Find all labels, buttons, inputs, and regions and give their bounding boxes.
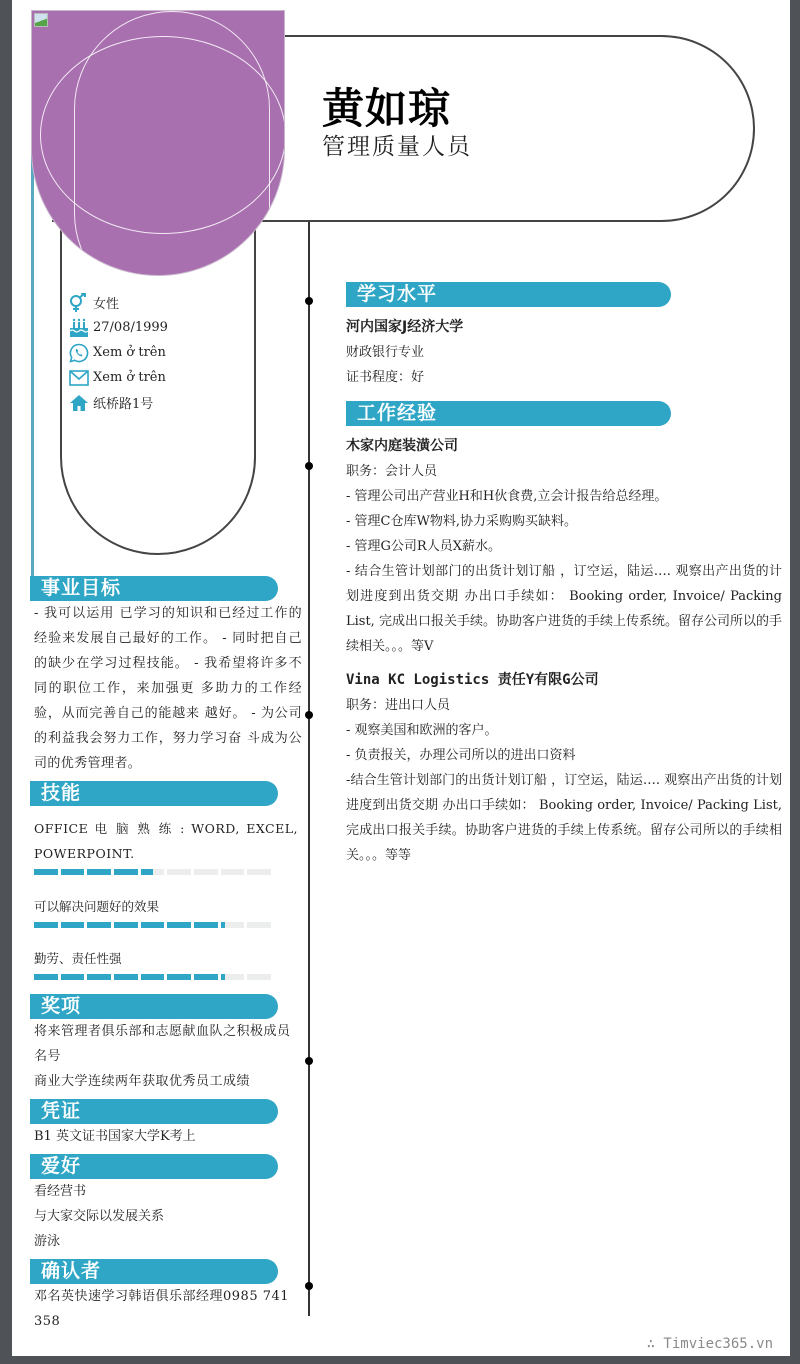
education-grade: 证书程度：好 bbox=[346, 370, 425, 385]
timeline-line bbox=[308, 222, 310, 1316]
hobbies-list bbox=[34, 1179, 302, 1254]
skills-list bbox=[34, 816, 302, 980]
address-value: 纸桥路1号 bbox=[93, 397, 154, 412]
school-name: 河内国家J经济大学 bbox=[346, 319, 464, 335]
certificates-list bbox=[34, 1124, 302, 1149]
skill-label: 勤劳、责任性强 bbox=[34, 951, 122, 966]
job-duty: -结合生管计划部门的出货计划订船 ，订空运，陆运…. 观察出产出货的计划进度到出货交期 办出口手续如： Booking order, Invoice/ Packing List, 完成出口报关手续。协助客户进货的手续上传系统。留存公司所以的手续相关。。。等等 bbox=[346, 773, 782, 863]
skill-bar-segment bbox=[247, 869, 271, 875]
company-name: Vina KC Logistics 责任Y有限G公司 bbox=[346, 672, 599, 688]
section-header-skills: 技能 bbox=[30, 781, 278, 806]
skill-label: OFFICE 电 脑 熟 练 : WORD, EXCEL, POWERPOINT. bbox=[34, 821, 298, 861]
skill-bar-segment bbox=[221, 869, 245, 875]
contact-address bbox=[69, 390, 249, 415]
skill-bar-segment bbox=[114, 869, 138, 875]
skill-bar-segment bbox=[141, 869, 165, 875]
experience-job bbox=[346, 668, 782, 868]
section-header-hobbies: 爱好 bbox=[30, 1154, 278, 1179]
skill-level-bar bbox=[34, 974, 271, 980]
hobby-item: 游泳 bbox=[34, 1234, 61, 1249]
job-duty: - 结合生管计划部门的出货计划订船 ，订空运，陆运…. 观察出产出货的计划进度到出货交期 办出口手续如： Booking order, Invoice/ Packing List, 完成出口报关手续。协助客户进货的手续上传系统。留存公司所以的手续相关。。。等V bbox=[346, 564, 782, 654]
skill-bar-segment bbox=[167, 922, 191, 928]
skill-level-bar bbox=[34, 869, 271, 875]
resume-page bbox=[12, 0, 790, 1356]
gender-value: 女性 bbox=[93, 297, 120, 312]
email-icon bbox=[69, 368, 91, 388]
experience-job bbox=[346, 434, 782, 659]
skill-bar-segment bbox=[167, 869, 191, 875]
skill-bar-segment bbox=[34, 974, 58, 980]
contact-list bbox=[69, 290, 249, 415]
decorative-ring bbox=[74, 11, 270, 276]
job-duty: - 管理G公司R人员X薪水。 bbox=[346, 539, 501, 554]
hobby-item: 看经营书 bbox=[34, 1184, 87, 1199]
skill-bar-segment bbox=[247, 974, 271, 980]
skill-bar-segment bbox=[194, 974, 218, 980]
skill-item bbox=[34, 946, 302, 980]
skill-level-bar bbox=[34, 922, 271, 928]
candidate-name: 黄如琼 bbox=[322, 84, 452, 133]
job-duty: - 观察美国和欧洲的客户。 bbox=[346, 723, 498, 738]
section-header-certificates: 凭证 bbox=[30, 1099, 278, 1124]
skill-bar-segment bbox=[87, 922, 111, 928]
skill-bar-segment bbox=[61, 869, 85, 875]
skill-item bbox=[34, 816, 302, 896]
job-position: 职务：进出口人员 bbox=[346, 698, 451, 713]
timeline-dot bbox=[305, 297, 313, 305]
home-icon bbox=[69, 393, 91, 413]
skill-item bbox=[34, 894, 302, 946]
skill-bar-segment bbox=[87, 974, 111, 980]
phone-icon bbox=[69, 343, 91, 363]
hobby-item: 与大家交际以发展关系 bbox=[34, 1209, 165, 1224]
timeline-dot bbox=[305, 462, 313, 470]
skill-bar-segment bbox=[114, 922, 138, 928]
skill-bar-segment bbox=[141, 922, 165, 928]
awards-list bbox=[34, 1019, 302, 1094]
skill-bar-segment bbox=[61, 974, 85, 980]
company-name: 木家内庭装潢公司 bbox=[346, 438, 458, 454]
watermark-logo: ∴ Timviec365.vn bbox=[646, 1336, 773, 1352]
education-major: 财政银行专业 bbox=[346, 345, 425, 360]
section-header-references: 确认者 bbox=[30, 1259, 278, 1284]
skill-bar-segment bbox=[247, 922, 271, 928]
candidate-job-title: 管理质量人员 bbox=[322, 134, 472, 160]
certificate-item: B1 英文证书国家大学K考上 bbox=[34, 1129, 196, 1144]
award-item: 商业大学连续两年获取优秀员工成绩 bbox=[34, 1074, 251, 1089]
skill-bar-segment bbox=[141, 974, 165, 980]
skill-bar-segment bbox=[221, 922, 245, 928]
skill-bar-segment bbox=[221, 974, 245, 980]
skill-bar-segment bbox=[87, 869, 111, 875]
section-header-objective: 事业目标 bbox=[30, 576, 278, 601]
job-duty: - 负责报关，办理公司所以的进出口资料 bbox=[346, 748, 576, 763]
skill-bar-segment bbox=[114, 974, 138, 980]
skill-bar-segment bbox=[61, 922, 85, 928]
objective-text: - 我可以运用 已学习的知识和已经过工作的经验来发展自己最好的工作。 - 同时把自己的缺少在学习过程技能。 - 我希望将许多不同的职位工作，来加强更 多助力的工作经验，从而完善自己的能越来 越好。 - 为公司的利益我会努力工作，努力学习奋 斗成为公司的优秀管理者。 bbox=[34, 606, 302, 771]
references-text: 邓名英快速学习韩语俱乐部经理0985 741 358 bbox=[34, 1289, 290, 1329]
gender-icon bbox=[69, 293, 91, 313]
broken-image-icon bbox=[34, 13, 48, 27]
phone-value: Xem ở trên bbox=[93, 345, 166, 360]
skill-bar-segment bbox=[167, 974, 191, 980]
email-value: Xem ở trên bbox=[93, 370, 166, 385]
section-header-education: 学习水平 bbox=[346, 282, 671, 307]
birthday-cake-icon bbox=[69, 318, 91, 338]
profile-photo bbox=[31, 10, 285, 276]
timeline-dot bbox=[305, 1282, 313, 1290]
section-header-awards: 奖项 bbox=[30, 994, 278, 1019]
timeline-dot bbox=[305, 1057, 313, 1065]
skill-bar-segment bbox=[194, 869, 218, 875]
section-header-experience: 工作经验 bbox=[346, 401, 671, 426]
job-duty: - 管理公司出产营业H和H伙食费,立会计报告给总经理。 bbox=[346, 489, 668, 504]
contact-phone bbox=[69, 340, 249, 365]
job-position: 职务：会计人员 bbox=[346, 464, 438, 479]
skill-bar-segment bbox=[194, 922, 218, 928]
skill-bar-segment bbox=[34, 922, 58, 928]
skill-bar-segment bbox=[34, 869, 58, 875]
skill-label: 可以解决问题好的效果 bbox=[34, 899, 160, 914]
contact-gender bbox=[69, 290, 249, 315]
contact-email bbox=[69, 365, 249, 390]
birthday-value: 27/08/1999 bbox=[93, 320, 168, 335]
job-duty: - 管理C仓库W物料,协力采购购买缺料。 bbox=[346, 514, 577, 529]
timeline-dot bbox=[305, 711, 313, 719]
award-item: 将来管理者俱乐部和志愿献血队之积极成员名号 bbox=[34, 1024, 291, 1064]
education-block bbox=[346, 315, 782, 390]
contact-birthday bbox=[69, 315, 249, 340]
